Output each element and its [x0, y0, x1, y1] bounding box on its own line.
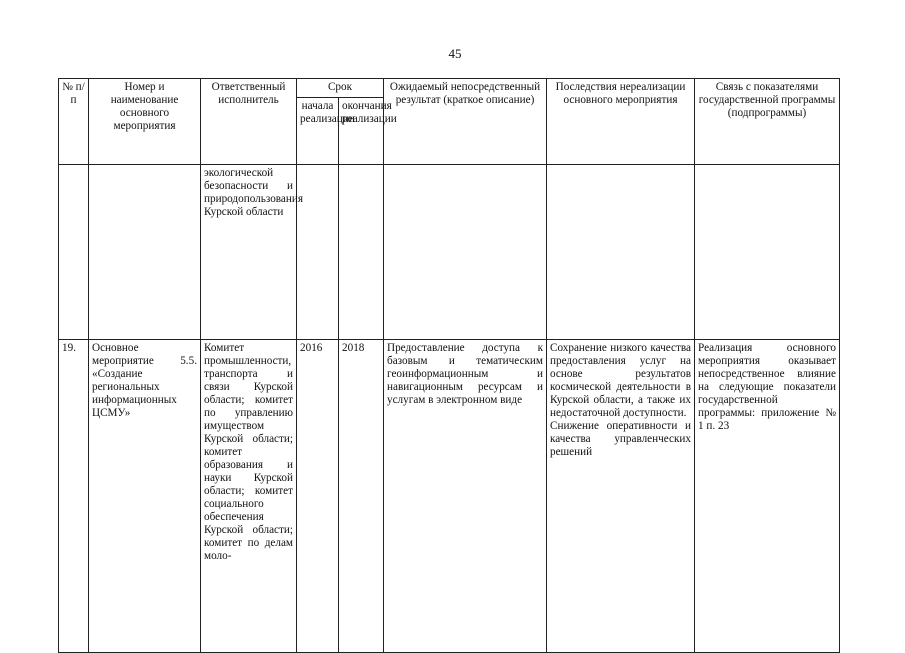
header-start: начала реализации	[297, 98, 339, 165]
cell-link: Реализация основного мероприятия оказывает непосредственное влияние на следующие показатели государственной программы: приложение № 1 п. 23	[695, 340, 840, 653]
consequence-paragraph: Снижение оперативности и качества управленческих решений	[550, 420, 691, 458]
header-name: Номер и наименование основного мероприятия	[89, 79, 201, 165]
header-result: Ожидаемый непосредственный результат (краткое описание)	[384, 79, 547, 165]
header-num: № п/п	[59, 79, 89, 165]
header-term: Срок	[297, 79, 384, 98]
table-row	[59, 340, 840, 653]
cell-result	[384, 165, 547, 340]
header-link: Связь с показателями государственной программы (подпрограммы)	[695, 79, 840, 165]
cell-end: 2018	[339, 340, 384, 653]
cell-num: 19.	[59, 340, 89, 653]
cell-end	[339, 165, 384, 340]
cell-num	[59, 165, 89, 340]
header-end: окончания реализации	[339, 98, 384, 165]
cell-start: 2016	[297, 340, 339, 653]
page-number: 45	[448, 46, 462, 61]
header-responsible: Ответственный исполнитель	[201, 79, 297, 165]
cell-result: Предоставление доступа к базовым и тематическим геоинформационным и навигационным ресурсам и услугам в электронном виде	[384, 340, 547, 653]
cell-consequences	[547, 340, 695, 653]
cell-start	[297, 165, 339, 340]
cell-name: Основное мероприятие 5.5. «Создание региональных информационных ЦСМУ»	[89, 340, 201, 653]
activities-table	[58, 78, 840, 653]
cell-consequences	[547, 165, 695, 340]
consequence-paragraph: Сохранение низкого качества предоставления услуг на основе результатов космической деятельности в Курской области, а также их недостаточной доступности.	[550, 342, 691, 419]
cell-link	[695, 165, 840, 340]
cell-responsible: Комитет промышленности, транспорта и связи Курской области; комитет по управлению имуществом Курской области; комитет образования и науки Курской области; комитет социального обеспечения Курской области; комитет по делам моло-	[201, 340, 297, 653]
cell-responsible: экологической безопасности и природопользования Курской области	[201, 165, 297, 340]
header-consequences: Последствия нереализации основного мероприятия	[547, 79, 695, 165]
table-header-row	[59, 79, 840, 98]
cell-name	[89, 165, 201, 340]
table-row	[59, 165, 840, 340]
